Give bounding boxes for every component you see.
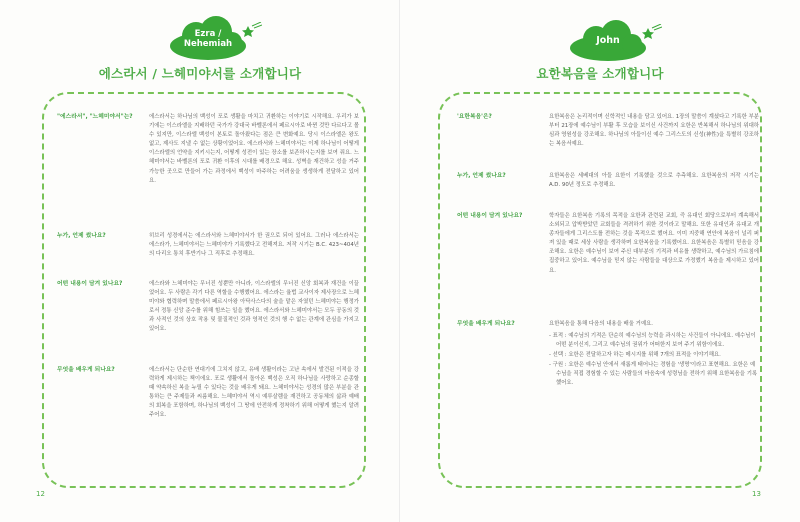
page-title: 에스라서 / 느헤미야서를 소개합니다 <box>98 66 302 81</box>
lesson-list <box>549 332 759 390</box>
section-answer: 학자들은 요한복음 기록의 목적을 요한과 관련된 교회, 즉 유대인 회당으로부터 계속해서 소외되고 압박받았던 교회들을 격려하기 위한 것이라고 말해요. 또한 유대인과 유대교 개종자들에게 그리스도를 전하는 것을 목적으로 했어요. 이미 지중해 연안에 복음이 널리 퍼져 있을 때로 세상 사람을 생각하며 요한복음을 기록했어요. 요한복음은 특별히 믿음을 강조해요. 요한은 예수님이 보여 주신 대부분의 기적과 비유를 생략하고, 예수님의 가르침에 집중하고 있어요. 예수님을 믿지 않는 사람들을 대상으로 가정했기 복음을 제시하고 있어요. <box>549 213 759 274</box>
section-question: 어떤 내용이 담겨 있나요? <box>457 213 523 219</box>
cloud-label-line2: Nehemiah <box>183 39 233 49</box>
section-answer: 요한복음은 논리적이며 신학적인 내용을 담고 있어요. 1장의 말씀이 계셨다고 기록한 부분부터 21장에 예수님이 부활 후 모습을 보이신 사건까지 요한은 반복해서 하나님의 위대하심과 영원성을 강조해요. 하나님의 아들이신 예수 그리스도의 신성(神性)을 특별히 강조하는 복음서예요. <box>549 114 759 148</box>
section-question: "에스라서", "느헤미야서"는? <box>57 114 133 120</box>
list-item: - 표적 : 예수님의 기적은 단순히 예수님의 능력을 과시하는 사건들이 아니에요. 예수님이 어떤 분이신지, 그리고 예수님의 권위가 어떠한지 보여 주기 위함이에요. <box>549 333 756 349</box>
section-answer: 요한복음은 세베대의 아들 요한이 기록했을 것으로 추측해요. 요한복음의 저작 시기는 A.D. 90년 정도로 추정해요. <box>549 173 759 189</box>
section-answer: 에스라와 느헤미야는 무너진 성뿐만 아니라, 이스라엘의 무너진 신앙 회복과 재건을 이끌었어요. 두 사람은 각기 다른 역할을 수행했어요. 에스라는 율법 교사이자 제사장으로 느헤미야와 협력하며 말씀에서 페르시아왕 아닥사스다의 술을 맡은 자였던 느헤미야는 행정가로서 정통 신앙 준수를 위해 힘쓰는 일을 했어요. 에스라서와 느헤미야서는 모두 공동의 것과 사적인 것의 상호 작용 및 물질적인 것과 영적인 것의 행 수 없는 관계에 관심을 가지고 있어요. <box>149 281 359 333</box>
page-number: 13 <box>752 490 761 498</box>
section-question: 무엇을 배우게 되나요? <box>57 367 115 373</box>
section-answer-intro: 요한복음을 통해 다음의 내용을 배울 거예요. <box>549 321 654 327</box>
list-item: - 구원 : 요한은 예수님 안에서 새롭게 태어나는 경험을 '생명'이라고 표현해요. 요한은 예수님을 직접 경험할 수 있는 사람들의 마음속에 성령님을 전하기 위해 요한복음을 기록했어요. <box>549 362 758 387</box>
section-answer: 에스라서는 하나님의 백성이 포로 생활을 마치고 귀환하는 이야기로 시작해요. 우리가 보기에는 이스라엘을 지배하던 국가가 강대국 바벨론에서 페르시아로 바뀐 것만 다르다고 볼 수 있지만, 이스라엘 백성이 본토로 돌아왔다는 점은 큰 변화예요. 당시 이스라엘은 왕도 없고, 제사도 지낼 수 없는 상황이었어요. 에스라서와 느헤미야서는 이제 하나님이 어떻게 이스라엘의 언약을 지키시는지, 어떻게 성전이 있는 장소를 보존하시는지를 보여 줘요. 느헤미야서는 바벨론의 포로 귀환 이후의 시대를 배경으로 해요. 성벽을 재건하고 성을 거주 가능한 곳으로 만들어 가는 과정에서 백성이 마주하는 어려움을 생생하게 전달하고 있어요. <box>149 114 359 184</box>
section-question: 누가, 언제 썼나요? <box>457 173 506 179</box>
content-frame <box>438 92 762 488</box>
page-title: 요한복음을 소개합니다 <box>536 66 664 81</box>
right-page <box>400 0 800 522</box>
cloud-badge-john <box>566 18 650 62</box>
section-question: 어떤 내용이 담겨 있나요? <box>57 281 123 287</box>
section-answer: 히브리 성경에서는 에스라서와 느헤미야서가 한 권으로 되어 있어요. 그러나 에스라서는 에스라가, 느헤미야서는 느헤미야가 기록했다고 전해져요. 저작 시기는 B.C. 423~404년의 다리오 통치 후반기나 그 직후로 추정해요. <box>149 233 359 258</box>
cloud-label-line1: Ezra / <box>194 29 222 39</box>
section-question: 누가, 언제 썼나요? <box>57 233 106 239</box>
page-number: 12 <box>36 490 45 498</box>
cloud-label: John <box>596 35 620 46</box>
list-item: - 선택 : 요한은 전달하고자 하는 메시지를 위해 7개의 표적을 이야기해요. <box>549 352 721 359</box>
section-question: 무엇을 배우게 되나요? <box>457 321 515 327</box>
section-question: '요한복음'은? <box>457 114 492 120</box>
section-answer: 에스라서는 단순한 연대기에 그치지 않고, 유배 생활이라는 고난 속에서 발견된 이적을 강력하게 제시하는 책이에요. 포로 생활에서 돌아온 백성은 오직 하나님을 사랑하고 순종할 때 약속하신 복을 누릴 수 있다는 것을 배우게 돼요. 느헤미야서는 성경의 많은 부분을 관통하는 큰 주제들과 씨름해요. 느헤미야서 역시 예루살렘을 재건하고 공동체의 삶과 예배의 회복을 포함하며, 하나님의 백성이 그 땅에 안전하게 정착하기 위해 어떻게 했는지 알려 주어요. <box>149 367 359 419</box>
cloud-badge-ezra-nehemiah <box>166 14 250 62</box>
